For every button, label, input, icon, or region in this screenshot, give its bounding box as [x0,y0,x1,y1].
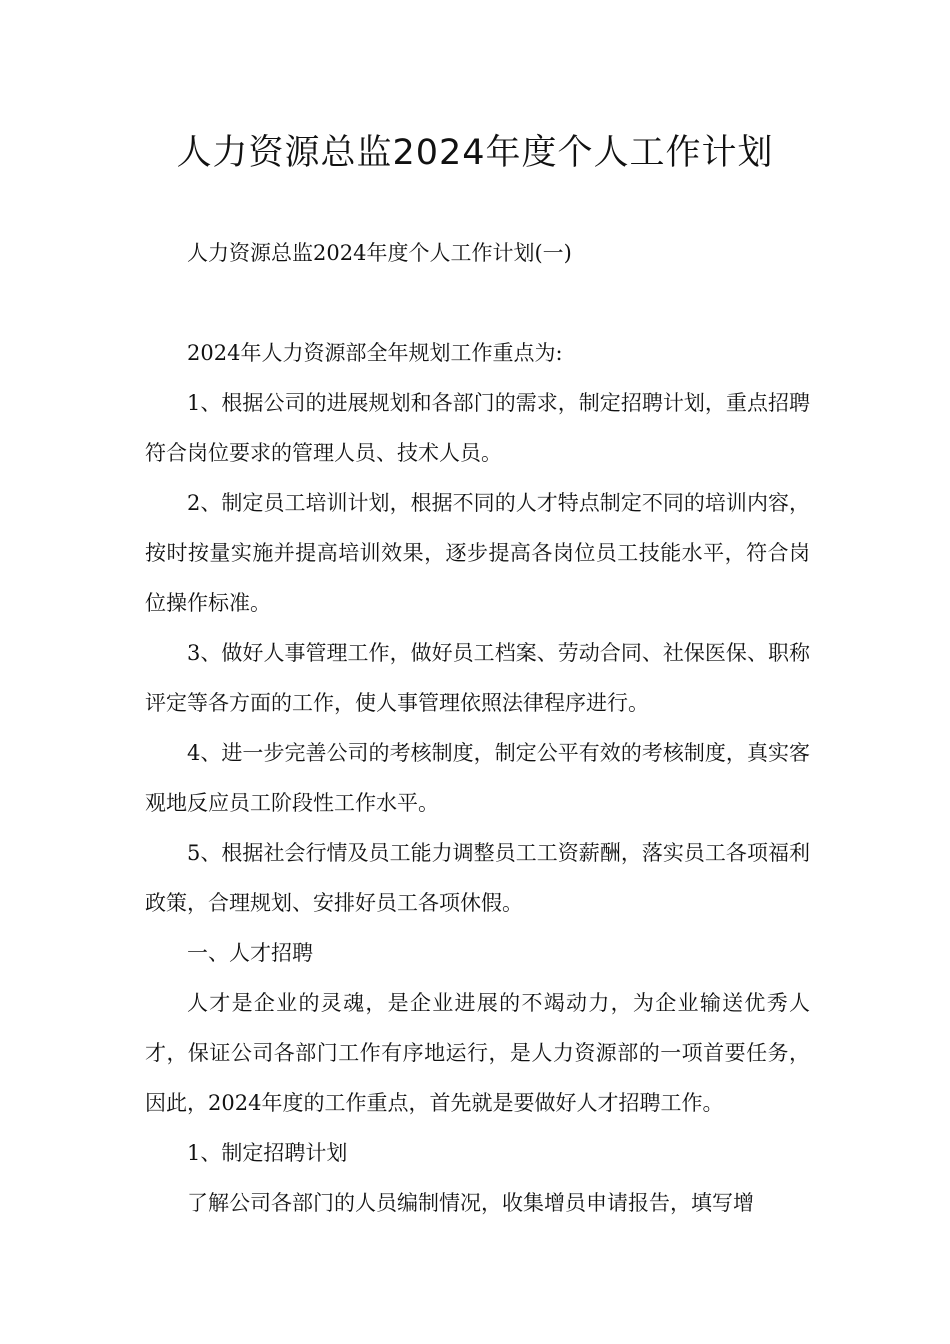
document-title: 人力资源总监2024年度个人工作计划 [176,133,774,173]
paragraph-item-1: 1、根据公司的进展规划和各部门的需求，制定招聘计划，重点招聘符合岗位要求的管理人员、技术人员。 [145,391,810,465]
subtitle-text: 人力资源总监2024年度个人工作计划(一) [187,241,572,265]
document-body [145,328,810,1228]
paragraph-talent-recruitment: 人才是企业的灵魂，是企业进展的不竭动力，为企业输送优秀人才，保证公司各部门工作有序地运行，是人力资源部的一项首要任务，因此，2024年度的工作重点，首先就是要做好人才招聘工作。 [145,991,810,1115]
document-subtitle [145,228,810,278]
paragraph-recruitment-plan: 了解公司各部门的人员编制情况，收集增员申请报告，填写增 [187,1191,754,1215]
section-heading-talent-recruitment: 一、人才招聘 [187,941,313,965]
paragraph-item-2: 2、制定员工培训计划，根据不同的人才特点制定不同的培训内容，按时按量实施并提高培训效果，逐步提高各岗位员工技能水平，符合岗位操作标准。 [145,491,810,615]
subsection-heading-recruitment-plan: 1、制定招聘计划 [187,1141,348,1165]
paragraph-item-3: 3、做好人事管理工作，做好员工档案、劳动合同、社保医保、职称评定等各方面的工作，使人事管理依照法律程序进行。 [145,641,810,715]
paragraph-item-5: 5、根据社会行情及员工能力调整员工工资薪酬，落实员工各项福利政策，合理规划、安排好员工各项休假。 [145,841,810,915]
paragraph-intro: 2024年人力资源部全年规划工作重点为: [187,341,563,365]
paragraph-item-4: 4、进一步完善公司的考核制度，制定公平有效的考核制度，真实客观地反应员工阶段性工作水平。 [145,741,810,815]
